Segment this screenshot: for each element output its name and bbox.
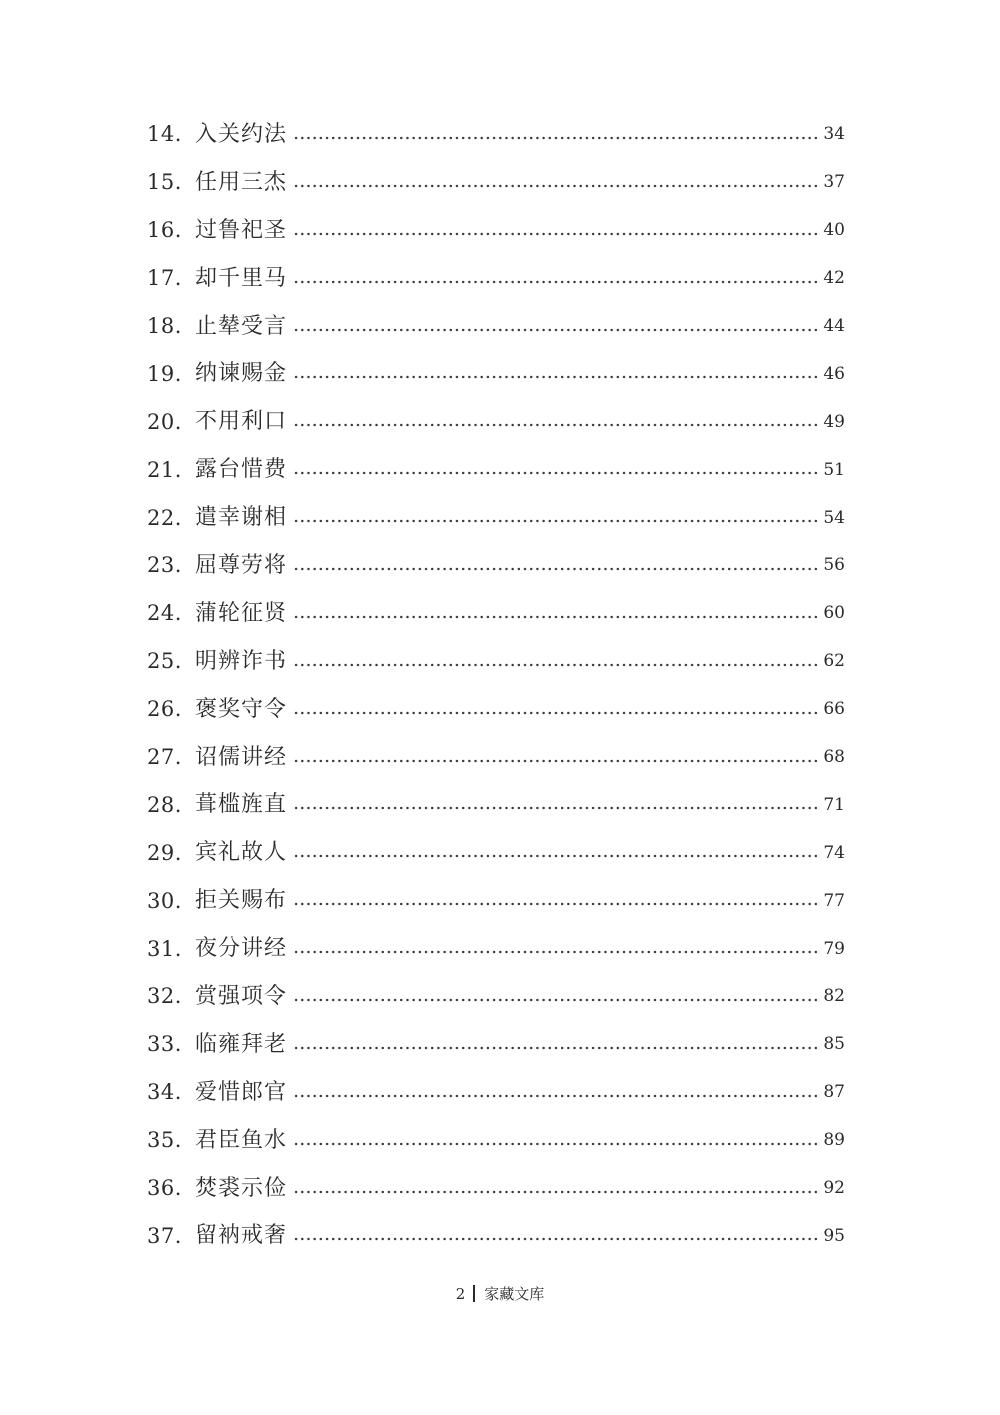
toc-entry-title: 赏强项令 xyxy=(195,983,288,1009)
toc-entry-page: 37 xyxy=(823,172,845,193)
toc-entry-title: 葺槛旌直 xyxy=(195,792,288,818)
toc-dot-leader xyxy=(293,280,817,284)
toc-entry-page: 60 xyxy=(823,603,845,624)
footer-page-number: 2 xyxy=(455,1284,466,1303)
toc-dot-leader xyxy=(293,328,817,332)
toc-entry-page: 56 xyxy=(823,555,845,576)
toc-entry-title: 任用三杰 xyxy=(195,169,288,195)
toc-dot-leader xyxy=(293,950,817,954)
toc-entry[interactable] xyxy=(147,350,845,398)
toc-entry-title: 诏儒讲经 xyxy=(195,744,288,770)
toc-entry-page: 82 xyxy=(823,986,845,1007)
toc-dot-leader xyxy=(293,759,817,763)
toc-entry-number: 26. xyxy=(147,697,182,722)
toc-entry-title: 爱惜郎官 xyxy=(195,1079,288,1105)
toc-entry-number: 28. xyxy=(147,792,182,817)
toc-entry-number: 24. xyxy=(147,601,182,626)
toc-dot-leader xyxy=(293,711,817,715)
toc-entry-page: 79 xyxy=(823,938,845,959)
toc-entry-title: 君臣鱼水 xyxy=(195,1127,288,1153)
toc-entry[interactable] xyxy=(147,1165,845,1213)
toc-entry-number: 23. xyxy=(147,553,182,578)
toc-entry-number: 22. xyxy=(147,505,182,530)
toc-entry-page: 87 xyxy=(823,1082,845,1103)
toc-entry[interactable] xyxy=(147,542,845,590)
toc-dot-leader xyxy=(293,375,817,379)
toc-entry-number: 20. xyxy=(147,409,182,434)
toc-entry-number: 36. xyxy=(147,1176,182,1201)
toc-entry[interactable] xyxy=(147,1069,845,1117)
toc-entry-number: 37. xyxy=(147,1223,182,1248)
toc-entry-number: 31. xyxy=(147,936,182,961)
toc-entry-page: 92 xyxy=(823,1178,845,1199)
toc-dot-leader xyxy=(293,902,817,906)
toc-entry-page: 77 xyxy=(823,890,845,911)
toc-dot-leader xyxy=(293,998,817,1002)
toc-entry-page: 66 xyxy=(823,699,845,720)
toc-dot-leader xyxy=(293,567,817,571)
toc-entry-page: 68 xyxy=(823,747,845,768)
toc-entry[interactable] xyxy=(147,686,845,734)
toc-entry-title: 蒲轮征贤 xyxy=(195,600,288,626)
toc-entry-title: 夜分讲经 xyxy=(195,936,288,962)
toc-entry[interactable] xyxy=(147,590,845,638)
toc-dot-leader xyxy=(293,1190,817,1194)
toc-entry[interactable] xyxy=(147,494,845,542)
toc-entry-number: 21. xyxy=(147,457,182,482)
toc-dot-leader xyxy=(293,232,817,236)
toc-entry-page: 42 xyxy=(823,268,845,289)
toc-entry-number: 25. xyxy=(147,649,182,674)
toc-entry-number: 34. xyxy=(147,1080,182,1105)
table-of-contents xyxy=(147,111,845,1260)
toc-entry-number: 16. xyxy=(147,218,182,243)
toc-dot-leader xyxy=(293,1237,817,1241)
toc-dot-leader xyxy=(293,136,817,140)
toc-entry-number: 14. xyxy=(147,122,182,147)
toc-entry-title: 拒关赐布 xyxy=(195,888,288,914)
toc-entry-page: 85 xyxy=(823,1034,845,1055)
page-footer xyxy=(0,1283,1000,1304)
toc-entry[interactable] xyxy=(147,829,845,877)
toc-dot-leader xyxy=(293,471,817,475)
toc-entry[interactable] xyxy=(147,1117,845,1165)
toc-entry-title: 焚裘示俭 xyxy=(195,1175,288,1201)
toc-entry-page: 62 xyxy=(823,651,845,672)
toc-entry[interactable] xyxy=(147,446,845,494)
toc-entry-number: 18. xyxy=(147,314,182,338)
toc-entry-page: 71 xyxy=(823,794,845,815)
toc-dot-leader xyxy=(293,1094,817,1098)
footer-divider xyxy=(473,1285,475,1302)
toc-entry-title: 却千里马 xyxy=(195,265,288,291)
toc-entry-title: 过鲁祀圣 xyxy=(195,217,288,243)
toc-entry-page: 95 xyxy=(823,1225,845,1246)
toc-entry-page: 44 xyxy=(823,316,845,336)
toc-entry-page: 46 xyxy=(823,363,845,384)
toc-dot-leader xyxy=(293,615,817,619)
toc-entry[interactable] xyxy=(147,159,845,207)
toc-entry-number: 17. xyxy=(147,266,182,291)
toc-entry-title: 止辇受言 xyxy=(195,313,288,339)
toc-entry[interactable] xyxy=(147,638,845,686)
toc-entry[interactable] xyxy=(147,925,845,973)
toc-entry-title: 不用利口 xyxy=(195,409,288,435)
toc-entry[interactable] xyxy=(147,255,845,303)
toc-entry-title: 露台惜费 xyxy=(195,457,288,483)
toc-entry-title: 褒奖守令 xyxy=(195,696,288,722)
toc-entry[interactable] xyxy=(147,1212,845,1260)
toc-entry-number: 32. xyxy=(147,984,182,1009)
toc-entry-number: 19. xyxy=(147,361,182,386)
toc-entry[interactable] xyxy=(147,973,845,1021)
toc-entry[interactable] xyxy=(147,1021,845,1069)
toc-entry-title: 入关约法 xyxy=(195,121,288,147)
toc-entry-number: 30. xyxy=(147,888,182,913)
toc-dot-leader xyxy=(293,519,817,523)
toc-entry-page: 34 xyxy=(823,124,845,145)
toc-entry[interactable] xyxy=(147,111,845,159)
toc-entry[interactable] xyxy=(147,303,845,351)
toc-entry-number: 27. xyxy=(147,745,182,770)
toc-entry-page: 54 xyxy=(823,507,845,528)
toc-dot-leader xyxy=(293,806,817,810)
toc-entry[interactable] xyxy=(147,877,845,925)
toc-dot-leader xyxy=(293,663,817,667)
toc-dot-leader xyxy=(293,1046,817,1050)
toc-entry-title: 明辨诈书 xyxy=(195,648,288,674)
toc-entry-page: 40 xyxy=(823,220,845,241)
footer-series-name: 家藏文库 xyxy=(484,1285,545,1303)
toc-entry-title: 遣幸谢相 xyxy=(195,505,288,531)
toc-entry-page: 89 xyxy=(823,1130,845,1151)
toc-entry-page: 74 xyxy=(823,842,845,863)
toc-entry-title: 临雍拜老 xyxy=(195,1031,288,1057)
toc-entry-number: 33. xyxy=(147,1032,182,1057)
toc-entry[interactable] xyxy=(147,207,845,255)
toc-dot-leader xyxy=(293,1142,817,1146)
toc-entry-number: 35. xyxy=(147,1128,182,1153)
toc-entry-page: 49 xyxy=(823,411,845,432)
toc-entry[interactable] xyxy=(147,734,845,782)
toc-entry-page: 51 xyxy=(823,459,845,480)
toc-entry-number: 29. xyxy=(147,840,182,865)
toc-entry-title: 纳谏赐金 xyxy=(195,361,288,387)
toc-entry-title: 留衲戒奢 xyxy=(195,1223,288,1249)
toc-entry[interactable] xyxy=(147,781,845,829)
toc-dot-leader xyxy=(293,854,817,858)
toc-dot-leader xyxy=(293,184,817,188)
toc-entry-title: 屈尊劳将 xyxy=(195,552,288,578)
toc-entry[interactable] xyxy=(147,398,845,446)
toc-entry-number: 15. xyxy=(147,170,182,195)
toc-dot-leader xyxy=(293,423,817,427)
toc-entry-title: 宾礼故人 xyxy=(195,840,288,866)
